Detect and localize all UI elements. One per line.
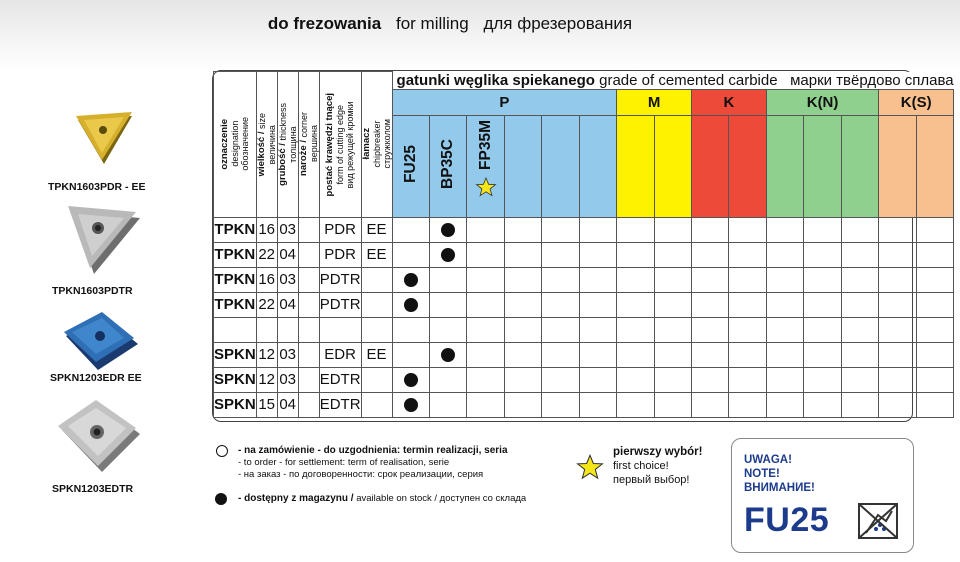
group-kn: K(N) [766,89,878,115]
cell-chipbreaker: EE [361,242,392,267]
grade-fp35m: FP35M [467,115,504,217]
grade-cell [429,342,466,367]
grade-cell [879,317,916,342]
grade-cell [467,317,504,342]
grade-cell [429,367,466,392]
grade-cell [879,392,916,417]
cell-thickness: 04 [277,242,298,267]
grade-cell [729,292,766,317]
cell-designation: TPKN [214,292,257,317]
cell-designation [214,317,257,342]
grade-cell [392,242,429,267]
cell-chipbreaker [361,367,392,392]
cell-chipbreaker: EE [361,217,392,242]
grade-cell [654,242,691,267]
grade-cell [429,217,466,242]
grade-cell [542,342,579,367]
grade-empty [617,115,654,217]
grade-cell [467,392,504,417]
cell-size: 16 [256,267,277,292]
grade-empty [579,115,616,217]
grade-cell [579,317,616,342]
grade-cell [729,267,766,292]
grade-cell [916,367,953,392]
grade-cell [766,367,803,392]
grade-cell [729,317,766,342]
cell-edge: EDR [319,342,361,367]
first-choice-star-icon [476,177,496,197]
grade-cell [392,292,429,317]
grade-empty [841,115,878,217]
grade-cell [467,342,504,367]
grade-cell [504,267,541,292]
cell-chipbreaker [361,267,392,292]
cell-designation: TPKN [214,242,257,267]
insert-image-spkn-blue [60,308,140,379]
grade-cell [392,267,429,292]
grade-empty [504,115,541,217]
grade-cell [916,317,953,342]
note-text: UWAGA! NOTE! ВНИМАНИЕ! [744,454,815,494]
in-stock-dot-icon [441,348,455,362]
grade-cell [579,267,616,292]
grade-cell [579,342,616,367]
grade-cell [542,317,579,342]
in-stock-dot-icon [215,493,227,505]
grade-cell [504,342,541,367]
grade-empty [542,115,579,217]
grade-cell [542,267,579,292]
cell-thickness: 03 [277,367,298,392]
legend-on-order: - na zamówienie - do uzgodnienia: termin realizacji, seria - to order - for settlement: term of realisation, serie - на заказ - по договоренности: срок реализации, серия [238,445,508,480]
cell-size [256,317,277,342]
note-grade: FU25 [744,501,830,539]
header-corner: naroże / corner вершина [298,72,319,218]
grade-cell [692,367,729,392]
cell-corner [298,342,319,367]
grade-cell [916,292,953,317]
grade-cell [504,392,541,417]
grade-cell [504,292,541,317]
cell-size: 16 [256,217,277,242]
grade-cell [579,367,616,392]
grade-cell [579,242,616,267]
cell-size: 22 [256,292,277,317]
grade-cell [617,267,654,292]
in-stock-dot-icon [404,298,418,312]
grade-cell [879,342,916,367]
legend-in-stock: - dostępny z magazynu / available on stock / доступен со склада [238,493,527,504]
table-body [214,217,954,417]
table-row [214,267,954,292]
grade-cell [804,317,841,342]
cell-designation: SPKN [214,392,257,417]
grade-cell [729,392,766,417]
insert-image-tpkn-gold [70,108,140,175]
group-k: K [692,89,767,115]
grade-cell [766,392,803,417]
group-m: M [617,89,692,115]
cell-edge: PDTR [319,267,361,292]
grade-cell [804,217,841,242]
insert-label: TPKN1603PDTR [52,285,133,297]
grade-cell [617,217,654,242]
cell-edge: EDTR [319,392,361,417]
grade-cell [654,367,691,392]
table-row [214,317,954,342]
cell-corner [298,317,319,342]
grade-cell [766,292,803,317]
grade-cell [504,367,541,392]
cell-size: 12 [256,367,277,392]
cell-thickness [277,317,298,342]
table-row [214,392,954,417]
insert-label: SPKN1203EDTR [52,483,134,495]
cell-corner [298,267,319,292]
cell-thickness: 04 [277,392,298,417]
grade-cell [654,217,691,242]
in-stock-dot-icon [404,273,418,287]
grade-cell [654,267,691,292]
cell-designation: SPKN [214,367,257,392]
grade-cell [841,267,878,292]
legend-first-choice: pierwszy wybór! first choice! первый выбор! [613,446,703,486]
grade-cell [542,392,579,417]
cell-designation: TPKN [214,217,257,242]
grade-cell [542,367,579,392]
grade-cell [654,342,691,367]
grade-cell [879,242,916,267]
in-stock-dot-icon [404,398,418,412]
grade-cell [654,392,691,417]
grade-cell [542,242,579,267]
grade-cell [392,342,429,367]
grade-cell [467,267,504,292]
insert-table-frame [212,70,954,422]
in-stock-dot-icon [441,223,455,237]
grade-title: gatunki węglika spiekanego grade of cemented carbide марки твёрдово сплава [392,72,954,90]
cell-edge: PDR [319,242,361,267]
grade-cell [617,392,654,417]
grade-cell [654,292,691,317]
grade-cell [841,242,878,267]
grade-cell [617,242,654,267]
cell-edge: EDTR [319,367,361,392]
grade-cell [804,242,841,267]
grade-cell [392,367,429,392]
grade-cell [429,317,466,342]
grade-cell [467,292,504,317]
grade-cell [729,342,766,367]
grade-cell [429,292,466,317]
grade-cell [879,217,916,242]
cell-size: 22 [256,242,277,267]
header-band [0,0,960,70]
cell-corner [298,217,319,242]
grade-cell [729,217,766,242]
in-stock-dot-icon [404,373,418,387]
cell-chipbreaker [361,292,392,317]
grade-cell [841,342,878,367]
in-stock-dot-icon [441,248,455,262]
grade-cell [766,317,803,342]
grade-empty [879,115,916,217]
grade-empty [804,115,841,217]
grade-cell [504,242,541,267]
grade-cell [841,392,878,417]
grade-cell [692,292,729,317]
grade-cell [804,267,841,292]
grade-cell [654,317,691,342]
on-order-circle-icon [216,445,228,457]
group-p: P [392,89,617,115]
insert-label: SPKN1203EDR EE [50,372,142,384]
insert-image-spkn-grey [54,396,144,481]
grade-cell [467,217,504,242]
cell-designation: SPKN [214,342,257,367]
grade-cell [429,242,466,267]
grade-cell [392,317,429,342]
grade-cell [916,217,953,242]
header-designation: oznaczenie designation обозначение [214,72,257,218]
group-ks: K(S) [879,89,954,115]
grade-cell [879,292,916,317]
cell-thickness: 03 [277,267,298,292]
cell-thickness: 04 [277,292,298,317]
cell-size: 15 [256,392,277,417]
grade-cell [729,242,766,267]
grade-cell [916,267,953,292]
grade-cell [617,342,654,367]
grade-bp35c: BP35C [429,115,466,217]
grade-cell [429,267,466,292]
grade-cell [504,317,541,342]
cell-designation: TPKN [214,267,257,292]
cell-chipbreaker [361,317,392,342]
grade-cell [916,392,953,417]
grade-cell [692,392,729,417]
cell-corner [298,242,319,267]
note-box [731,438,914,553]
header-edge: postać krawędzi tnącej form of cutting edge вид режущей кромки [319,72,361,218]
grade-cell [579,392,616,417]
cell-thickness: 03 [277,217,298,242]
cell-chipbreaker: EE [361,342,392,367]
grade-cell [617,292,654,317]
insert-table [213,71,954,418]
cell-corner [298,392,319,417]
grade-fu25: FU25 [392,115,429,217]
grade-cell [692,342,729,367]
grade-cell [692,267,729,292]
table-row [214,342,954,367]
grade-cell [766,217,803,242]
grade-cell [804,292,841,317]
grade-cell [766,242,803,267]
grade-cell [841,317,878,342]
table-row [214,242,954,267]
grade-cell [579,217,616,242]
no-coolant-icon [856,501,900,541]
grade-cell [841,292,878,317]
first-choice-star-icon [577,454,603,480]
grade-empty [692,115,729,217]
grade-cell [617,367,654,392]
cell-edge [319,317,361,342]
cell-size: 12 [256,342,277,367]
table-row [214,292,954,317]
grade-empty [729,115,766,217]
page-title: do frezowania for milling для фрезерования [267,14,633,33]
grade-empty [766,115,803,217]
grade-cell [429,392,466,417]
cell-chipbreaker [361,392,392,417]
table-row [214,367,954,392]
grade-empty [654,115,691,217]
grade-cell [579,292,616,317]
grade-cell [804,342,841,367]
grade-cell [804,367,841,392]
grade-cell [617,317,654,342]
cell-edge: PDTR [319,292,361,317]
grade-cell [729,367,766,392]
header-size: wielkość / size величина [256,72,277,218]
cell-corner [298,367,319,392]
grade-cell [692,242,729,267]
grade-cell [542,292,579,317]
grade-title-row [214,72,954,90]
grade-cell [804,392,841,417]
insert-image-tpkn-grey [64,200,144,281]
grade-cell [692,217,729,242]
grade-cell [467,242,504,267]
grade-cell [841,217,878,242]
grade-cell [879,367,916,392]
table-row [214,217,954,242]
grade-cell [916,242,953,267]
grade-cell [692,317,729,342]
header-chipbreaker: łamacz chipbreaker стружколом [361,72,392,218]
grade-cell [392,392,429,417]
cell-thickness: 03 [277,342,298,367]
grade-cell [841,367,878,392]
grade-cell [916,342,953,367]
grade-cell [467,367,504,392]
grade-cell [766,267,803,292]
cell-corner [298,292,319,317]
header-thickness: grubość / thickness толщина [277,72,298,218]
grade-cell [392,217,429,242]
grade-empty [916,115,953,217]
insert-label: TPKN1603PDR - EE [48,181,146,193]
grade-cell [766,342,803,367]
grade-cell [879,267,916,292]
grade-cell [542,217,579,242]
grade-cell [504,217,541,242]
cell-edge: PDR [319,217,361,242]
